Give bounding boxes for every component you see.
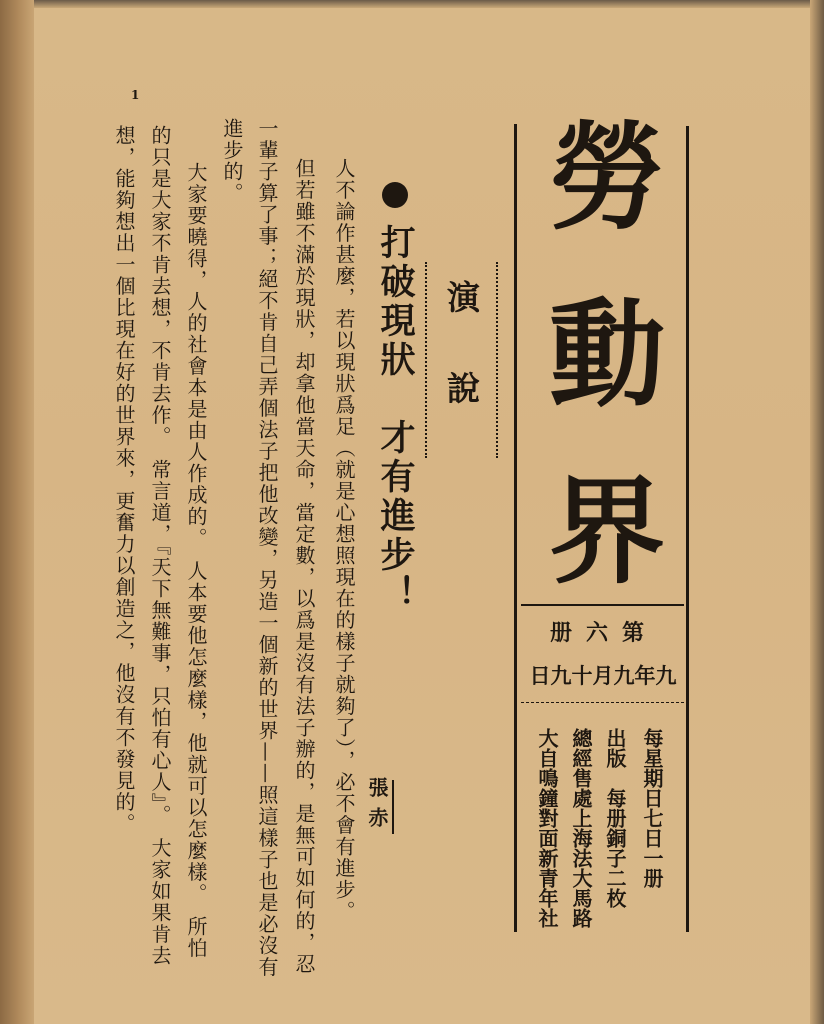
article-author: 張赤 xyxy=(365,777,389,837)
article-title-block xyxy=(370,182,420,614)
title-char-2: 動 xyxy=(549,287,665,423)
body-p2-line-3: 想，能夠想出一個比現在好的世界來，更奮力以創造之，他沒有不發見的。 xyxy=(112,125,136,835)
colophon-line-3: 總經售處上海法大馬路 xyxy=(569,728,593,928)
body-p2-line-1: 大家要曉得，人的社會本是由人作成的。 人本要他怎麼樣，他就可以怎麼樣。 所怕 xyxy=(184,162,208,959)
page-right-edge xyxy=(810,0,824,1024)
masthead-left-rule xyxy=(514,124,517,932)
title-bullet-icon xyxy=(382,182,408,208)
body-p2-line-2: 的只是大家不肯去想，不肯去作。 常言道，『天下無難事，只怕有心人』。 大家如果肯去 xyxy=(148,125,172,967)
title-char-1: 勞 xyxy=(549,110,665,246)
colophon-line-1: 每星期日七日一册 xyxy=(640,728,664,888)
body-p1-line-4: 進步的。 xyxy=(220,118,244,204)
page-top-edge xyxy=(0,0,824,8)
body-p1-line-1: 人不論作甚麼，若以現狀爲足（就是心想照現在的樣子就夠了），必不會有進步。 xyxy=(332,158,356,922)
section-wavy-border-left xyxy=(425,262,433,458)
section-wavy-border-right xyxy=(496,262,504,458)
author-rule xyxy=(392,780,394,834)
body-p1-line-2: 但若雖不滿於現狀，却拿他當天命，當定數，以爲是沒有法子辦的，是無可如何的，忍 xyxy=(292,158,316,975)
binding-spine xyxy=(0,0,34,1024)
issue-number: 第六册 xyxy=(549,620,658,646)
title-char-3: 界 xyxy=(549,464,665,600)
masthead-date-rule xyxy=(521,702,684,704)
masthead-right-rule xyxy=(686,126,689,932)
colophon-line-2: 出版 每册銅子二枚 xyxy=(603,728,627,908)
section-label: 演說 xyxy=(442,280,481,462)
issue-date: 九年九月十九日 xyxy=(529,663,677,688)
publication-title xyxy=(532,110,682,600)
page-number: 1 xyxy=(131,88,140,102)
colophon-line-4: 大自鳴鐘對面新青年社 xyxy=(535,728,559,928)
article-title: 打破現狀 才有進步！ xyxy=(375,224,416,615)
masthead-divider-rule xyxy=(521,604,684,606)
body-p1-line-3: 一輩子算了事；絕不肯自己弄個法子把他改變，另造一個新的世界——照這樣子也是必沒有 xyxy=(255,118,279,978)
